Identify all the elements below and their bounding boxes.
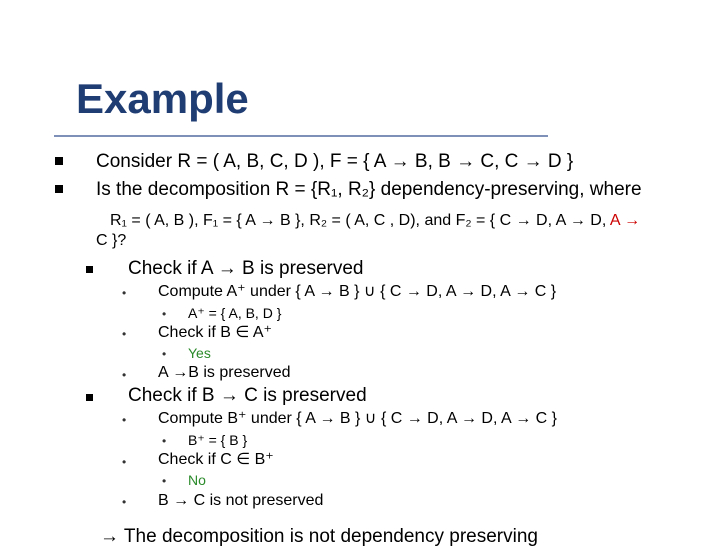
check1-heading: Check if A → B is preserved: [128, 258, 364, 279]
check2-compute: Compute B⁺ under { A → B } ∪ { C → D, A → D, A → C }: [158, 410, 558, 427]
slide-title: Example: [76, 75, 249, 122]
title-underline: [54, 135, 548, 137]
check2-result: B → C is not preserved: [158, 492, 324, 509]
bullet-square: [86, 394, 93, 401]
bullet-square: [55, 185, 63, 193]
bullet-square: [55, 157, 63, 165]
question-end: C }?: [96, 232, 127, 249]
check2-answer: No: [188, 472, 206, 488]
check2-heading: Check if B → C is preserved: [128, 385, 367, 406]
question-relations: R₁ = ( A, B ), F₁ = { A → B }, R₂ = ( A, C , D), and F₂ = { C → D, A → D,: [110, 212, 607, 229]
bullet-dot: •: [122, 413, 127, 427]
check1-compute: Compute A⁺ under { A → B } ∪ { C → D, A → D, A → C }: [158, 283, 557, 300]
check1-answer: Yes: [188, 345, 211, 361]
bullet-dot: •: [162, 307, 167, 321]
bullet-dot: •: [162, 474, 167, 488]
bullet-dot: •: [122, 286, 127, 300]
bullet-dot: •: [122, 327, 127, 341]
check1-closure: A⁺ = { A, B, D }: [188, 305, 282, 321]
bullet-dot: •: [162, 347, 167, 361]
consider-line: Consider R = ( A, B, C, D ), F = { A → B, B → C, C → D }: [96, 151, 574, 172]
check2-member: Check if C ∈ B⁺: [158, 451, 274, 468]
bullet-dot: •: [162, 434, 167, 448]
bullet-dot: •: [122, 455, 127, 469]
bullet-square: [86, 266, 93, 273]
bullet-dot: •: [122, 368, 127, 382]
check1-result: A →B is preserved: [158, 364, 291, 381]
question-relations-red: A →: [609, 212, 641, 229]
question-continuation: [110, 210, 640, 232]
question-line: Is the decomposition R = {R₁, R₂} dependency-preserving, where: [96, 179, 642, 200]
conclusion-line: → The decomposition is not dependency preserving: [100, 526, 538, 547]
check1-member: Check if B ∈ A⁺: [158, 324, 272, 341]
check2-closure: B⁺ = { B }: [188, 432, 248, 448]
bullet-dot: •: [122, 495, 127, 509]
